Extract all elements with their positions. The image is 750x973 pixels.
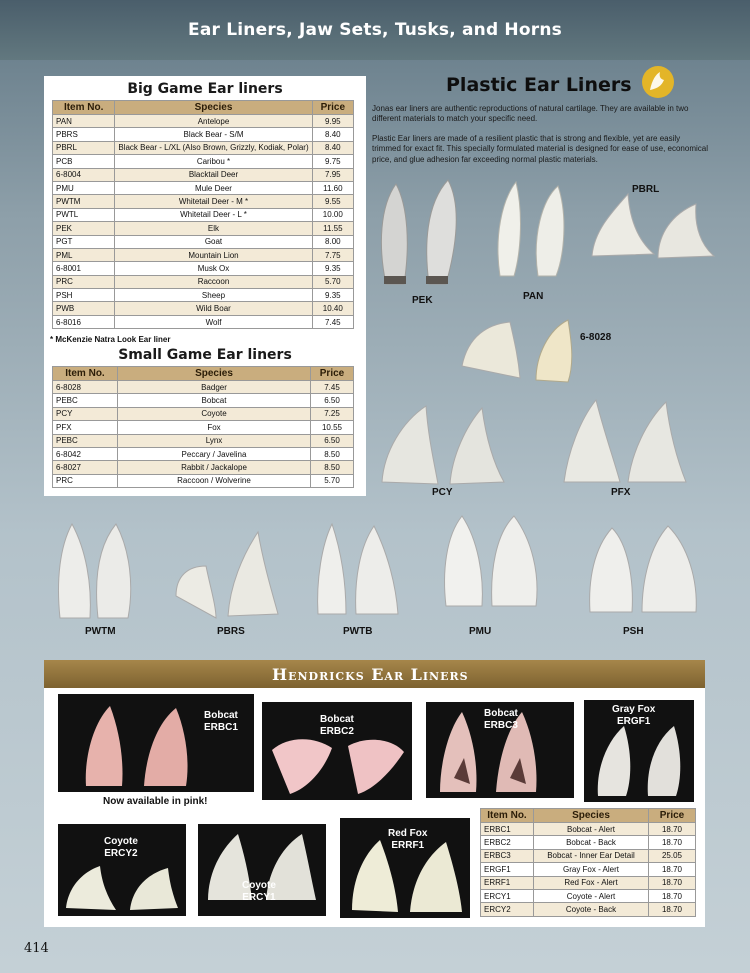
photo-errf1-code: ERRF1: [391, 840, 425, 851]
item-cell: 6-8004: [53, 168, 115, 181]
item-cell: PBRS: [53, 128, 115, 141]
ear-image-pek: [374, 176, 474, 288]
photo-erbc3-name: Bobcat: [484, 708, 518, 719]
item-cell: 6-8028: [53, 381, 118, 394]
table-row: [481, 836, 696, 849]
item-cell: PMU: [53, 181, 115, 194]
photo-erbc1: [58, 694, 254, 792]
photo-erbc2: [262, 702, 412, 800]
item-cell: ERCY2: [481, 903, 534, 916]
intro-paragraph-1: Jonas ear liners are authentic reproductions of natural cartilage. They are available in two different materials to match your specific need.: [372, 104, 689, 124]
small-game-title: Small Game Ear liners: [118, 347, 292, 363]
table-row: [481, 903, 696, 916]
photo-errf1: [340, 818, 470, 918]
item-cell: ERCY1: [481, 889, 534, 902]
price-cell: 10.40: [312, 302, 353, 315]
species-cell: Whitetail Deer - L *: [115, 208, 312, 221]
table-row: [53, 434, 354, 447]
table-row: [53, 461, 354, 474]
item-cell: PEBC: [53, 434, 118, 447]
big-game-title: Big Game Ear liners: [127, 81, 283, 97]
price-cell: 11.55: [312, 222, 353, 235]
species-cell: Raccoon / Wolverine: [118, 474, 311, 487]
species-cell: Coyote - Back: [534, 903, 649, 916]
species-cell: Bobcat - Inner Ear Detail: [534, 849, 649, 862]
item-cell: 6-8016: [53, 315, 115, 328]
col-species: Species: [115, 101, 312, 115]
photo-ercy1: [198, 824, 326, 916]
table-row: [481, 876, 696, 889]
species-cell: Bobcat - Alert: [534, 823, 649, 836]
price-cell: 18.70: [649, 863, 696, 876]
photo-ercy1-name: Coyote: [242, 880, 276, 891]
photo-ercy1-label: [242, 880, 276, 904]
photo-erbc2-code: ERBC2: [320, 726, 354, 737]
species-cell: Caribou *: [115, 155, 312, 168]
page-number: 414: [24, 941, 49, 956]
species-cell: Gray Fox - Alert: [534, 863, 649, 876]
ear-image-pbrl: [588, 184, 720, 264]
photo-erbc1-label: [204, 710, 238, 734]
item-cell: PGT: [53, 235, 115, 248]
item-cell: PCY: [53, 407, 118, 420]
price-cell: 9.95: [312, 115, 353, 128]
photo-erbc2-label: [320, 714, 354, 738]
table-row: [53, 115, 354, 128]
hendricks-title: Hendricks Ear Liners: [272, 665, 469, 684]
table-row: [53, 381, 354, 394]
photo-ergf1-code: ERGF1: [617, 716, 651, 727]
ear-image-pmu: [440, 512, 544, 612]
species-cell: Wild Boar: [115, 302, 312, 315]
price-cell: 18.70: [649, 836, 696, 849]
price-cell: 7.45: [311, 381, 354, 394]
label-pbrl: PBRL: [632, 184, 660, 195]
price-cell: 25.05: [649, 849, 696, 862]
item-cell: PBRL: [53, 141, 115, 154]
table-row: [53, 302, 354, 315]
species-cell: Badger: [118, 381, 311, 394]
table-row: [53, 141, 354, 154]
price-cell: 11.60: [312, 181, 353, 194]
photo-erbc3-label: [484, 708, 518, 732]
price-cell: 18.70: [649, 903, 696, 916]
species-cell: Elk: [115, 222, 312, 235]
item-cell: 6-8042: [53, 447, 118, 460]
plastic-ear-liners-title: Plastic Ear Liners: [446, 74, 632, 96]
photo-erbc3-code: ERBC3: [484, 720, 518, 731]
photo-ercy2: [58, 824, 186, 916]
ear-image-pwtm: [52, 520, 142, 624]
species-cell: Sheep: [115, 289, 312, 302]
item-cell: ERBC1: [481, 823, 534, 836]
species-cell: Blacktail Deer: [115, 168, 312, 181]
table-row: [481, 823, 696, 836]
price-cell: 6.50: [311, 394, 354, 407]
label-pwtm: PWTM: [85, 626, 116, 637]
price-cell: 18.70: [649, 889, 696, 902]
item-cell: ERRF1: [481, 876, 534, 889]
species-cell: Mountain Lion: [115, 248, 312, 261]
ear-image-pcy: [376, 402, 508, 488]
item-cell: 6-8001: [53, 262, 115, 275]
table-row: [481, 849, 696, 862]
item-cell: PCB: [53, 155, 115, 168]
label-pcy: PCY: [432, 487, 453, 498]
table-row: [53, 195, 354, 208]
item-cell: PWTL: [53, 208, 115, 221]
photo-erbc2-name: Bobcat: [320, 714, 354, 725]
table-row: [53, 394, 354, 407]
price-cell: 18.70: [649, 823, 696, 836]
label-pek: PEK: [412, 295, 433, 306]
price-cell: 9.75: [312, 155, 353, 168]
species-cell: Goat: [115, 235, 312, 248]
item-cell: ERBC2: [481, 836, 534, 849]
label-6-8028: 6-8028: [580, 332, 612, 343]
price-cell: 7.25: [311, 407, 354, 420]
ear-image-psh: [584, 520, 704, 616]
price-cell: 8.40: [312, 128, 353, 141]
col-species: Species: [534, 809, 649, 823]
table-row: [53, 275, 354, 288]
ear-image-pwtb: [312, 520, 404, 620]
price-cell: 9.35: [312, 289, 353, 302]
price-cell: 5.70: [311, 474, 354, 487]
big-game-table: [52, 100, 354, 329]
table-row: [53, 262, 354, 275]
photo-erbc1-code: ERBC1: [204, 722, 238, 733]
table-row: [53, 447, 354, 460]
item-cell: ERBC3: [481, 849, 534, 862]
photo-ercy1-code: ERCY1: [242, 892, 276, 903]
item-cell: 6-8027: [53, 461, 118, 474]
species-cell: Whitetail Deer - M *: [115, 195, 312, 208]
label-psh: PSH: [623, 626, 644, 637]
species-cell: Bobcat: [118, 394, 311, 407]
species-cell: Antelope: [115, 115, 312, 128]
price-cell: 8.50: [311, 461, 354, 474]
price-cell: 7.45: [312, 315, 353, 328]
page-header-title: Ear Liners, Jaw Sets, Tusks, and Horns: [188, 20, 562, 40]
photo-ergf1: [584, 700, 694, 802]
item-cell: PAN: [53, 115, 115, 128]
price-cell: 5.70: [312, 275, 353, 288]
price-cell: 7.95: [312, 168, 353, 181]
species-cell: Red Fox - Alert: [534, 876, 649, 889]
species-cell: Rabbit / Jackalope: [118, 461, 311, 474]
table-row: [53, 128, 354, 141]
photo-ercy2-label: [104, 836, 138, 860]
item-cell: PWB: [53, 302, 115, 315]
table-row: [53, 222, 354, 235]
table-row: [481, 863, 696, 876]
col-price: Price: [312, 101, 353, 115]
species-cell: Coyote - Alert: [534, 889, 649, 902]
table-row: [53, 407, 354, 420]
species-cell: Black Bear - S/M: [115, 128, 312, 141]
label-pan: PAN: [523, 291, 544, 302]
ear-image-pbrs: [172, 526, 282, 620]
photo-erbc3: [426, 702, 574, 798]
footnote: * McKenzie Natra Look Ear liner: [50, 335, 171, 344]
price-cell: 8.00: [312, 235, 353, 248]
photo-ergf1-label: [612, 704, 655, 728]
item-cell: ERGF1: [481, 863, 534, 876]
item-cell: PML: [53, 248, 115, 261]
table-row: [53, 208, 354, 221]
table-row: [53, 235, 354, 248]
photo-ercy2-code: ERCY2: [104, 848, 138, 859]
species-cell: Fox: [118, 421, 311, 434]
photo-erbc1-name: Bobcat: [204, 710, 238, 721]
price-cell: 8.50: [311, 447, 354, 460]
table-row: [53, 248, 354, 261]
item-cell: PRC: [53, 275, 115, 288]
item-cell: PRC: [53, 474, 118, 487]
label-pmu: PMU: [469, 626, 492, 637]
table-row: [53, 155, 354, 168]
item-cell: PWTM: [53, 195, 115, 208]
col-price: Price: [311, 367, 354, 381]
small-game-table: [52, 366, 354, 488]
ear-liner-tables-panel: [44, 76, 366, 496]
species-cell: Bobcat - Back: [534, 836, 649, 849]
photo-errf1-name: Red Fox: [388, 828, 428, 839]
ear-image-pan: [492, 176, 582, 286]
species-cell: Peccary / Javelina: [118, 447, 311, 460]
price-cell: 10.55: [311, 421, 354, 434]
label-pwtb: PWTB: [343, 626, 373, 637]
ear-image-6-8028: [458, 300, 578, 386]
item-cell: PEBC: [53, 394, 118, 407]
table-row: [53, 181, 354, 194]
table-row: [53, 289, 354, 302]
item-cell: PEK: [53, 222, 115, 235]
col-item: Item No.: [53, 367, 118, 381]
species-cell: Raccoon: [115, 275, 312, 288]
price-cell: 8.40: [312, 141, 353, 154]
price-cell: 10.00: [312, 208, 353, 221]
intro-paragraph-2: Plastic Ear liners are made of a resilient plastic that is strong and flexible, yet are easily trimmed for exact fit. This specially formulated material is designed for ease of use, economical price, and glue adhesion far exceeding normal plastic materials.: [372, 134, 708, 164]
species-cell: Musk Ox: [115, 262, 312, 275]
ear-logo-icon: [642, 66, 674, 98]
species-cell: Black Bear - L/XL (Also Brown, Grizzly, Kodiak, Polar): [115, 141, 312, 154]
photo-ergf1-name: Gray Fox: [612, 704, 656, 715]
col-price: Price: [649, 809, 696, 823]
item-cell: PFX: [53, 421, 118, 434]
col-species: Species: [118, 367, 311, 381]
pink-note: Now available in pink!: [103, 796, 208, 807]
hendricks-table: [480, 808, 696, 917]
species-cell: Wolf: [115, 315, 312, 328]
col-item: Item No.: [53, 101, 115, 115]
photo-errf1-label: [388, 828, 427, 852]
ear-image-pfx: [560, 396, 690, 486]
price-cell: 7.75: [312, 248, 353, 261]
table-row: [53, 168, 354, 181]
price-cell: 9.35: [312, 262, 353, 275]
price-cell: 9.55: [312, 195, 353, 208]
species-cell: Lynx: [118, 434, 311, 447]
table-row: [53, 315, 354, 328]
photo-ercy2-name: Coyote: [104, 836, 138, 847]
label-pfx: PFX: [611, 487, 631, 498]
table-row: [481, 889, 696, 902]
table-row: [53, 474, 354, 487]
table-row: [53, 421, 354, 434]
price-cell: 18.70: [649, 876, 696, 889]
species-cell: Mule Deer: [115, 181, 312, 194]
price-cell: 6.50: [311, 434, 354, 447]
label-pbrs: PBRS: [217, 626, 245, 637]
item-cell: PSH: [53, 289, 115, 302]
col-item: Item No.: [481, 809, 534, 823]
species-cell: Coyote: [118, 407, 311, 420]
